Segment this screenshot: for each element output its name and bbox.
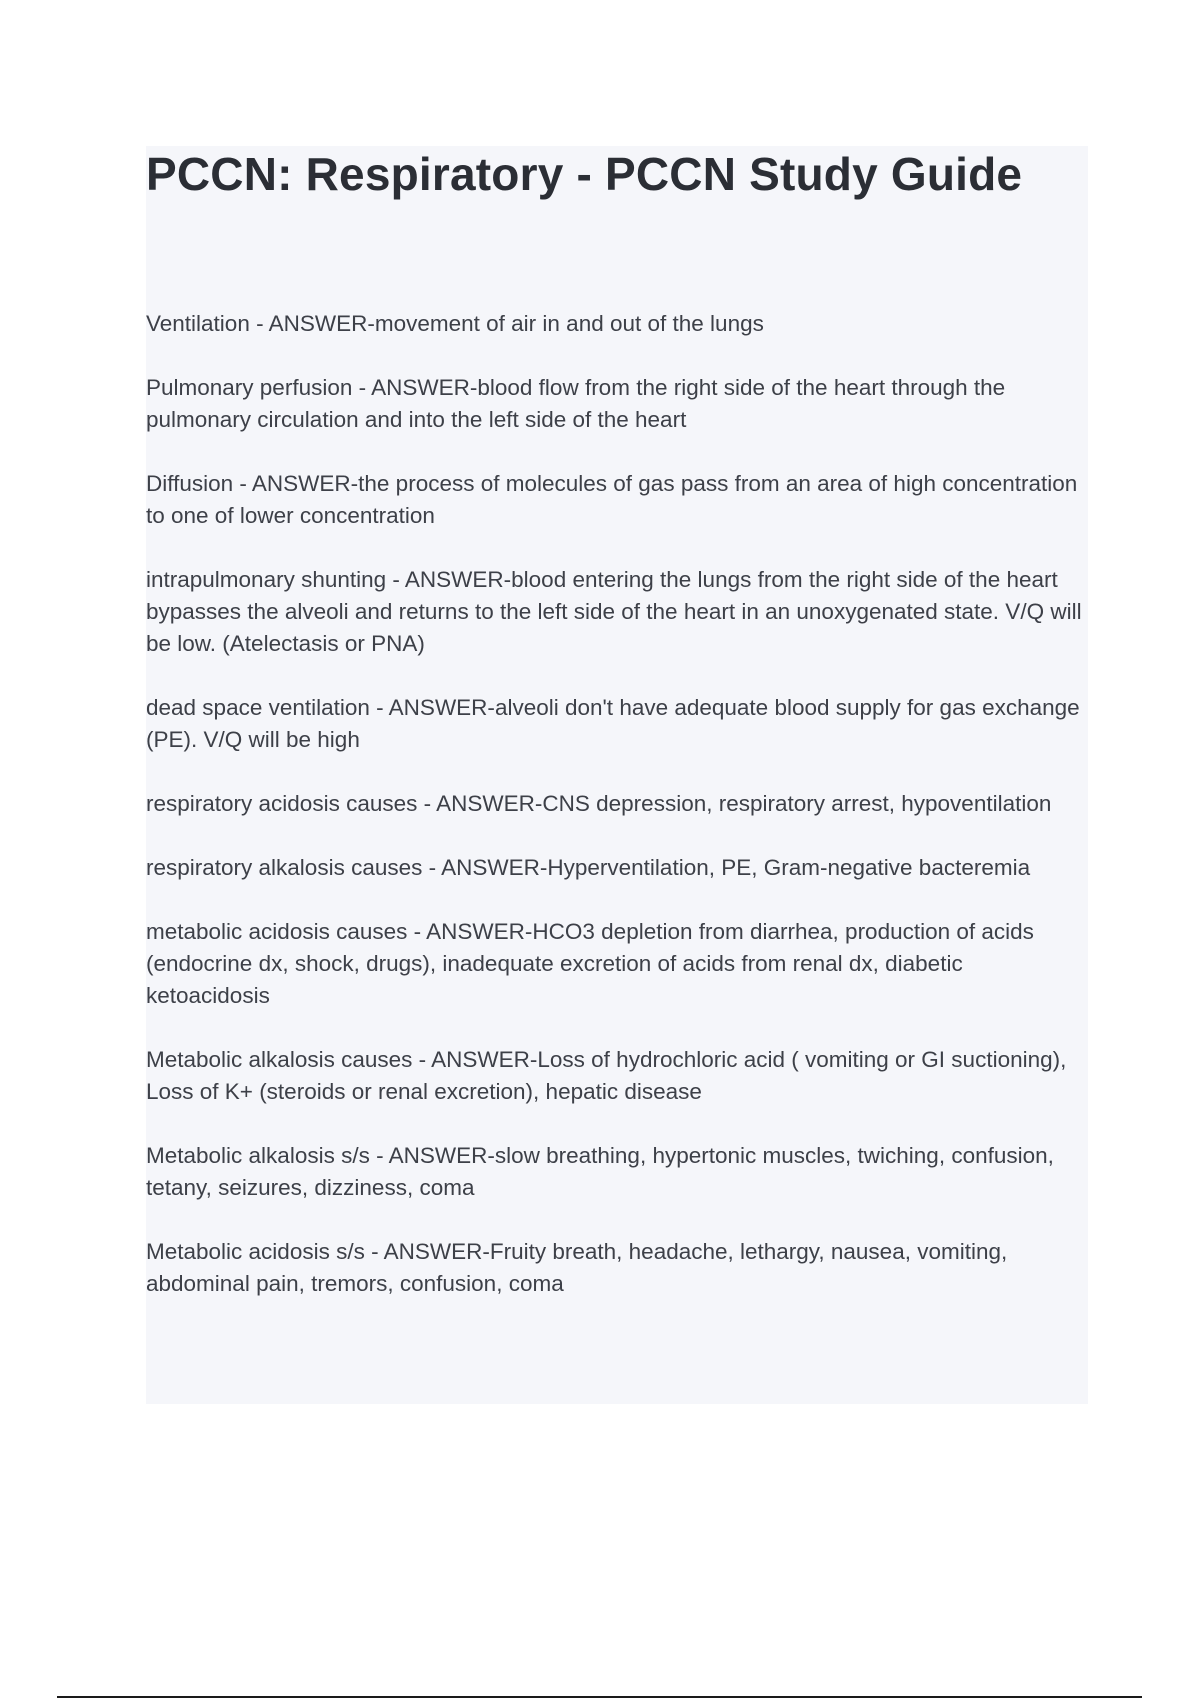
qa-separator: - ANSWER- — [412, 1047, 538, 1072]
qa-item-intrapulmonary-shunting — [146, 564, 1091, 660]
qa-item-metabolic-acidosis-signs — [146, 1236, 1091, 1300]
qa-answer: movement of air in and out of the lungs — [374, 311, 764, 336]
qa-separator: - ANSWER- — [369, 695, 495, 720]
qa-answer: Fruity breath, headache, lethargy, nausea, vomiting, abdominal pain, tremors, confusion, coma — [146, 1239, 1008, 1296]
qa-answer: Loss of hydrochloric acid ( vomiting or GI suctioning), Loss of K+ (steroids or renal excretion), hepatic disease — [146, 1047, 1067, 1104]
qa-term: Metabolic acidosis s/s — [146, 1239, 365, 1264]
qa-separator: - ANSWER- — [386, 567, 512, 592]
qa-term: respiratory acidosis causes — [146, 791, 418, 816]
qa-term: Metabolic alkalosis causes — [146, 1047, 413, 1072]
qa-term: metabolic acidosis causes — [146, 919, 408, 944]
qa-term: respiratory alkalosis causes — [146, 855, 423, 880]
qa-list — [146, 308, 1091, 1332]
qa-answer: blood flow from the right side of the heart through the pulmonary circulation and into the left side of the heart — [146, 375, 1006, 432]
qa-term: Diffusion — [146, 471, 234, 496]
qa-answer: blood entering the lungs from the right side of the heart bypasses the alveoli and returns to the left side of the heart in an unoxygenated state. V/Q will be low. (Atelectasis or PNA) — [146, 567, 1082, 656]
qa-item-dead-space-ventilation — [146, 692, 1091, 756]
qa-separator: - ANSWER- — [369, 1143, 495, 1168]
qa-item-metabolic-alkalosis-causes — [146, 1044, 1091, 1108]
qa-item-metabolic-acidosis-causes — [146, 916, 1091, 1012]
qa-separator: - ANSWER- — [407, 919, 533, 944]
qa-item-ventilation — [146, 308, 1091, 340]
qa-item-diffusion — [146, 468, 1091, 532]
qa-item-metabolic-alkalosis-signs — [146, 1140, 1091, 1204]
qa-separator: - ANSWER- — [417, 791, 543, 816]
qa-separator: - ANSWER- — [233, 471, 359, 496]
qa-term: dead space ventilation — [146, 695, 370, 720]
qa-answer: HCO3 depletion from diarrhea, production of acids (endocrine dx, shock, drugs), inadequate excretion of acids from renal dx, diabetic ketoacidosis — [146, 919, 1034, 1008]
qa-term: Metabolic alkalosis s/s — [146, 1143, 370, 1168]
qa-answer: CNS depression, respiratory arrest, hypoventilation — [542, 791, 1052, 816]
qa-answer: alveoli don't have adequate blood supply for gas exchange (PE). V/Q will be high — [146, 695, 1080, 752]
qa-separator: - ANSWER- — [352, 375, 478, 400]
qa-item-respiratory-alkalosis-causes — [146, 852, 1091, 884]
qa-separator: - ANSWER- — [249, 311, 375, 336]
page-title: PCCN: Respiratory - PCCN Study Guide — [146, 148, 1023, 200]
qa-answer: slow breathing, hypertonic muscles, twiching, confusion, tetany, seizures, dizziness, coma — [146, 1143, 1054, 1200]
qa-term: Ventilation — [146, 311, 250, 336]
qa-item-respiratory-acidosis-causes — [146, 788, 1091, 820]
footer-divider — [57, 1696, 1142, 1698]
qa-answer: Hyperventilation, PE, Gram-negative bacteremia — [547, 855, 1031, 880]
qa-item-pulmonary-perfusion — [146, 372, 1091, 436]
qa-answer: the process of molecules of gas pass from an area of high concentration to one of lower concentration — [146, 471, 1078, 528]
qa-separator: - ANSWER- — [364, 1239, 490, 1264]
qa-separator: - ANSWER- — [422, 855, 548, 880]
qa-term: Pulmonary perfusion — [146, 375, 353, 400]
qa-term: intrapulmonary shunting — [146, 567, 387, 592]
